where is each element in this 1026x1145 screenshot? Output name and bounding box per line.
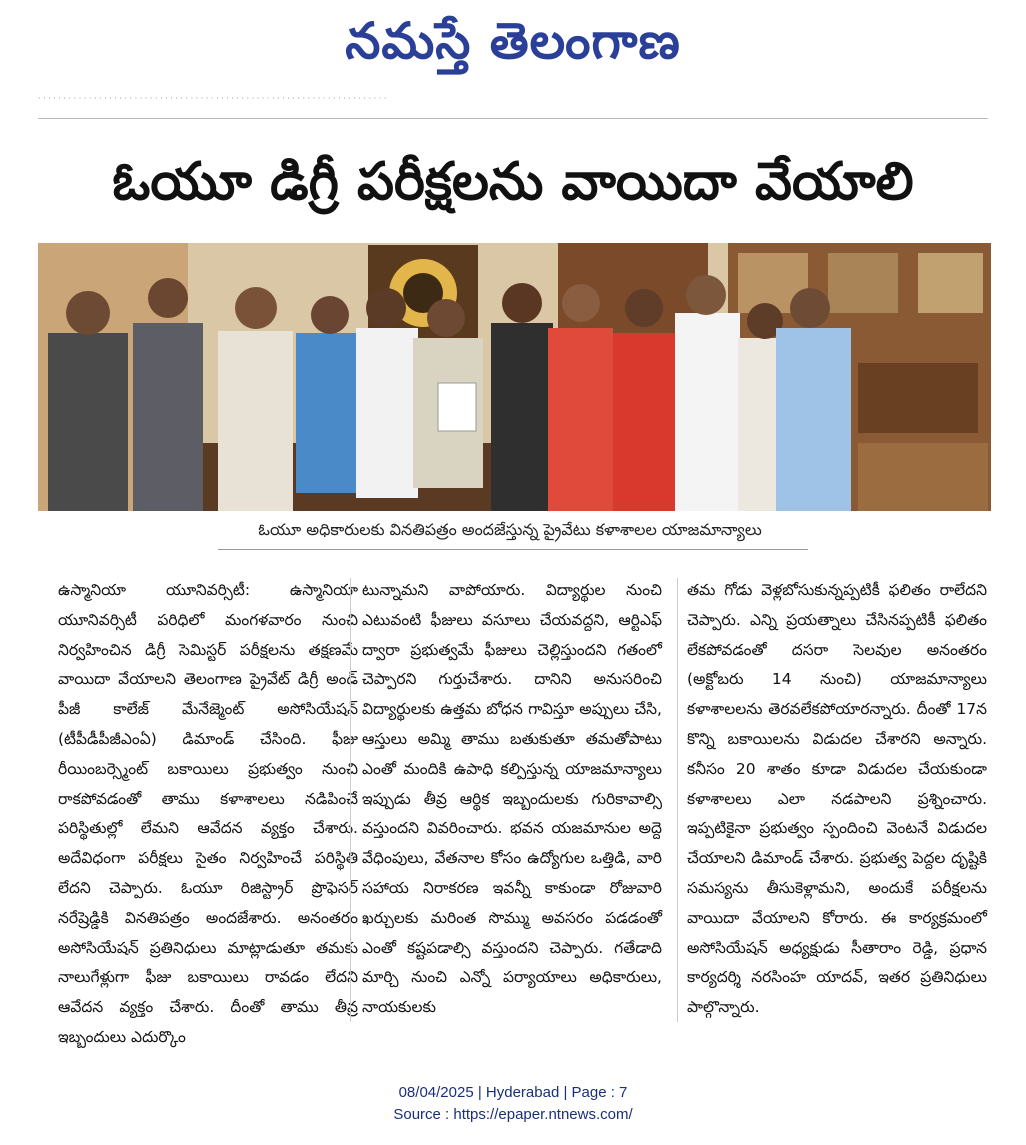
article-column-1 [58,576,358,1046]
photo-illustration [38,243,991,511]
article-column-2 [362,576,662,1026]
article-column-3 [687,576,987,1026]
divider [38,118,988,119]
headline: ఓయూ డిగ్రీ పరీక్షలను వాయిదా వేయాలి [112,152,914,212]
column-divider [350,578,351,1022]
photo-caption: ఓయూ అధికారులకు వినతిపత్రం అందజేస్తున్న ప్రైవేటు కళాశాలల యాజమాన్యాలు [258,520,762,539]
caption-divider [218,549,808,550]
header-strip: · · · · · · · · · · · · · · · · · · · · · · · · · · · · · · · · · · · · · · · · · · · · · · · · · · · · · · · · · · · · · · · · · · · · · [38,94,387,103]
masthead-logo: నమస్తే తెలంగాణ [345,12,681,70]
article-text: తమ గోడు వెళ్లబోసుకున్నప్పటికీ ఫలితం రాలేదని చెప్పారు. ఎన్ని ప్రయత్నాలు చేసినప్పటికీ ఫలితం లేకపోవడంతో దసరా సెలవుల అనంతరం (అక్టోబరు 14 నుంచి) యాజమాన్యాలు కళాశాలలను తెరవలేకపోయారన్నారు. దీంతో 17న కొన్ని బకాయిలను విడుదల చేశారని అన్నారు. కనీసం 20 శాతం కూడా విడుదల చేయకుండా కళాశాలలు ఎలా నడపాలని ప్రశ్నించారు. ఇప్పటికైనా ప్రభుత్వం స్పందించి వెంటనే విడుదల చేయాలని డిమాండ్ చేశారు. ప్రభుత్వ పెద్దల దృష్టికి సమస్యను తీసుకెళ్లామని, అందుకే పరీక్షలను వాయిదా వేయాలని కోరారు. ఈ కార్యక్రమంలో అసోసియేషన్ అధ్యక్షుడు సీతారాం రెడ్డి, ప్రధాన కార్యదర్శి నరసింహ యాదవ్, ఇతర ప్రతినిధులు పాల్గొన్నారు. [687,581,987,1017]
footer-date-line: 08/04/2025 | Hyderabad | Page : 7 [398,1084,628,1101]
footer-source-line: Source : https://epaper.ntnews.com/ [393,1106,633,1123]
news-photo [38,243,991,511]
article-text: టున్నామని వాపోయారు. విద్యార్థుల నుంచి ఎటువంటి ఫీజులు వసూలు చేయవద్దని, ఆర్టిఎఫ్ ద్వారా ప్రభుత్వమే ఫీజులు చెల్లిస్తుందని గతంలో చెప్పారని గుర్తుచేశారు. దానిని అనుసరించి విద్యార్థులకు ఉత్తమ బోధన గావిస్తూ అప్పులు చేసి, ఆస్తులు అమ్మి తాము బతుకుతూ తమతోపాటు ఎంతో మందికి ఉపాధి కల్పిస్తున్న యాజమాన్యాలు ఇప్పుడు తీవ్ర ఆర్థిక ఇబ్బందులకు గురికావాల్సి వస్తుందని వివరించారు. భవన యజమానుల అద్దె వేధింపులు, వేతనాల కోసం ఉద్యోగుల ఒత్తిడి, వారి సహాయ నిరాకరణ ఇవన్నీ కాకుండా రోజువారి ఖర్చులకు మరింత సొమ్ము అవసరం పడడంతో ఎంతో కష్టపడాల్సి వస్తుందని చెప్పారు. గతేడాది మార్చి నుంచి ఎన్నో పర్యాయాలు అధికారులు, నాయకులకు [362,581,662,1017]
column-divider [677,578,678,1022]
article-text: ఉస్మానియా యూనివర్సిటీ: ఉస్మానియా యూనివర్సిటీ పరిధిలో మంగళవారం నుంచి నిర్వహించిన డిగ్రీ సెమిస్టర్ పరీక్షలను తక్షణమే వాయిదా వేయాలని తెలంగాణ ప్రైవేట్ డిగ్రీ అండ్ పీజీ కాలేజ్ మేనేజ్మెంట్ అసోసియేషన్ (టీపీడీపీజీఎంఏ) డిమాండ్ చేసింది. ఫీజు రీయింబర్స్మెంట్ బకాయిలు ప్రభుత్వం నుంచి రాకపోవడంతో తాము కళాశాలలు నడిపించే పరిస్థితుల్లో లేమని ఆవేదన వ్యక్తం చేశారు. అదేవిధంగా పరీక్షలు సైతం నిర్వహించే పరిస్థితి లేదని చెప్పారు. ఓయూ రిజిస్ట్రార్ ప్రొఫెసర్ నరేష్రెడ్డికి వినతిపత్రం అందజేశారు. అనంతరం అసోసియేషన్ ప్రతినిధులు మాట్లాడుతూ తమకు నాలుగేళ్లుగా ఫీజు బకాయిలు రావడం లేదని ఆవేదన వ్యక్తం చేశారు. దీంతో తాము తీవ్ర ఇబ్బందులు ఎదుర్కొం [58,581,358,1046]
